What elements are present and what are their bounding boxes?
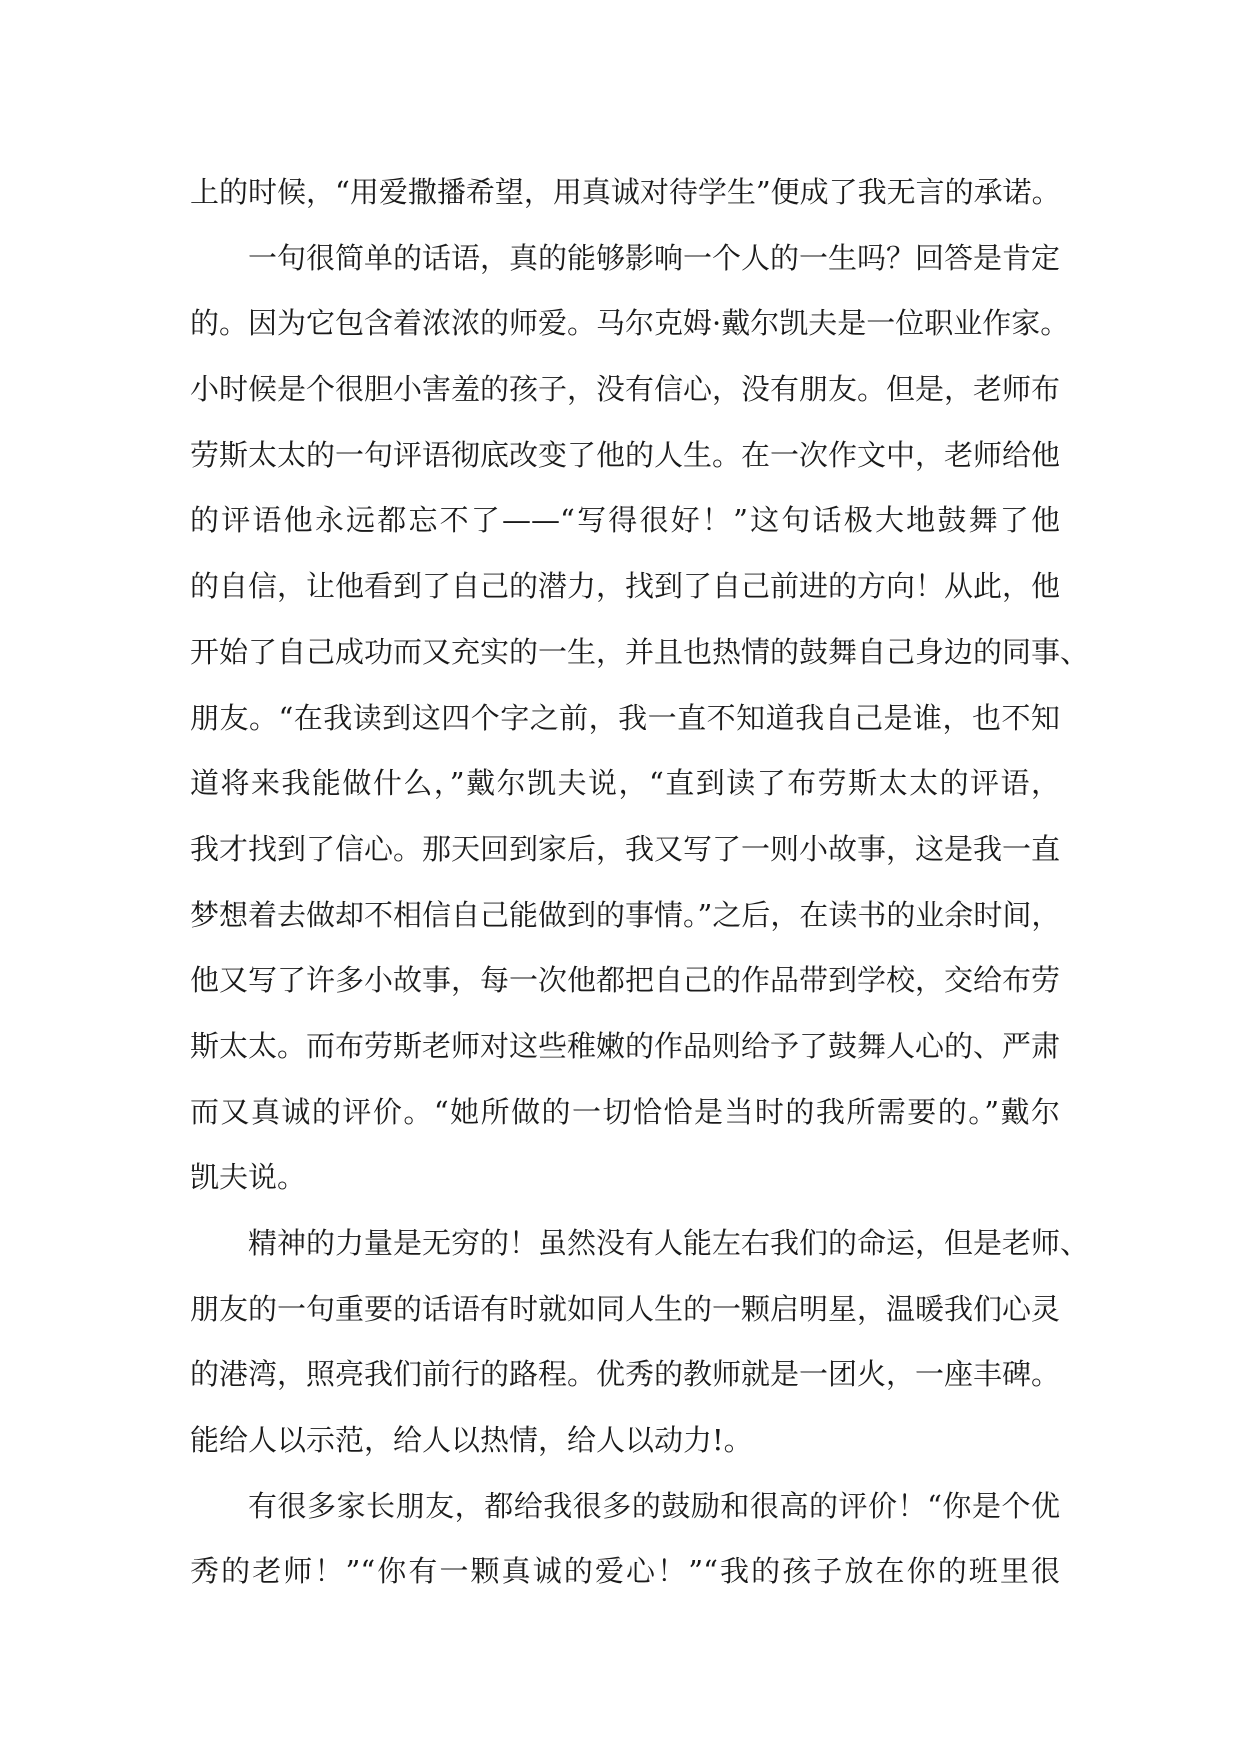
text-line-6: 的评语他永远都忘不了——“写得很好！”这句话极大地鼓舞了他 xyxy=(190,503,1060,538)
text-line-11: 我才找到了信心。那天回到家后，我又写了一则小故事，这是我一直 xyxy=(190,831,1061,866)
body-text xyxy=(190,160,1090,1605)
text-line-2: 一句很简单的话语，真的能够影响一个人的一生吗？回答是肯定 xyxy=(248,240,1061,275)
text-line-9: 朋友。“在我读到这四个字之前，我一直不知道我自己是谁，也不知 xyxy=(190,700,1060,735)
text-line-10: 道将来我能做什么，”戴尔凯夫说，“直到读了布劳斯太太的评语， xyxy=(190,766,1060,801)
text-line-22: 秀的老师！”“你有一颗真诚的爱心！”“我的孩子放在你的班里很 xyxy=(190,1554,1060,1589)
text-line-14: 斯太太。而布劳斯老师对这些稚嫩的作品则给予了鼓舞人心的、严肃 xyxy=(190,1028,1061,1063)
text-line-21: 有很多家长朋友，都给我很多的鼓励和很高的评价！“你是个优 xyxy=(248,1488,1060,1523)
text-line-8: 开始了自己成功而又充实的一生，并且也热情的鼓舞自己身边的同事、 xyxy=(190,634,1090,669)
text-line-20: 能给人以示范，给人以热情，给人以动力!。 xyxy=(190,1423,753,1458)
text-line-13: 他又写了许多小故事，每一次他都把自己的作品带到学校，交给布劳 xyxy=(190,963,1061,998)
text-line-16: 凯夫说。 xyxy=(190,1160,307,1195)
text-line-5: 劳斯太太的一句评语彻底改变了他的人生。在一次作文中，老师给他 xyxy=(190,437,1061,472)
text-line-18: 朋友的一句重要的话语有时就如同人生的一颗启明星，温暖我们心灵 xyxy=(190,1291,1061,1326)
text-line-1: 上的时候，“用爱撒播希望，用真诚对待学生”便成了我无言的承诺。 xyxy=(190,175,1061,209)
text-line-19: 的港湾，照亮我们前行的路程。优秀的教师就是一团火，一座丰碑。 xyxy=(190,1357,1061,1392)
text-line-12: 梦想着去做却不相信自己能做到的事情。”之后，在读书的业余时间， xyxy=(190,897,1061,932)
text-line-4: 小时候是个很胆小害羞的孩子，没有信心，没有朋友。但是，老师布 xyxy=(190,372,1061,407)
text-line-17: 精神的力量是无穷的！虽然没有人能左右我们的命运，但是老师、 xyxy=(248,1226,1090,1260)
text-line-3: 的。因为它包含着浓浓的师爱。马尔克姆·戴尔凯夫是一位职业作家。 xyxy=(190,306,1070,341)
text-line-7: 的自信，让他看到了自己的潜力，找到了自己前进的方向！从此，他 xyxy=(190,569,1061,604)
text-line-15: 而又真诚的评价。“她所做的一切恰恰是当时的我所需要的。”戴尔 xyxy=(190,1094,1060,1129)
